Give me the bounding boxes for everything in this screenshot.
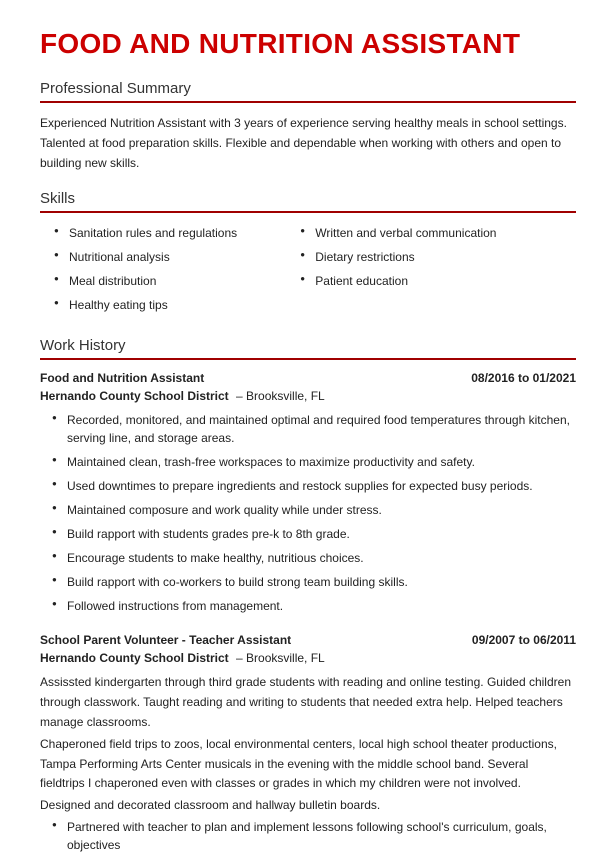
resume-title: FOOD AND NUTRITION ASSISTANT <box>40 28 521 59</box>
skill-item: ● Nutritional analysis <box>52 248 298 266</box>
professional-summary-text: Experienced Nutrition Assistant with 3 years of experience serving healthy meals in school settings. Talented at food preparation skills. Flexible and dependable when working with others and open to building new skills. <box>40 116 567 170</box>
job-entry-2 <box>40 633 576 854</box>
job-description <box>40 673 576 816</box>
skills-heading: Skills <box>40 190 76 208</box>
job-description-paragraph: Designed and decorated classroom and hallway bulletin boards. <box>40 798 381 813</box>
professional-summary-heading: Professional Summary <box>40 80 191 97</box>
job-header <box>40 371 576 385</box>
job-dates: 09/2007 to 06/2011 <box>471 633 576 648</box>
job-company-line <box>40 389 576 403</box>
skill-item: ● Sanitation rules and regulations <box>52 224 298 242</box>
company-name: Hernando County School District <box>40 389 229 404</box>
skill-item: ● Patient education <box>298 272 576 290</box>
job-duty: ● Build rapport with co-workers to build strong team building skills. <box>50 573 576 591</box>
job-entry-1 <box>40 371 576 615</box>
section-skills <box>40 190 576 320</box>
skills-list-left <box>52 224 298 320</box>
skills-columns <box>40 224 576 320</box>
job-dates: 08/2016 to 01/2021 <box>471 371 576 386</box>
job-description-paragraph: Assissted kindergarten through third grade students with reading and online testing. Guided children through classwork. Taught reading and writing to students that needed extra help. Helped teachers manage classrooms. <box>40 675 571 729</box>
job-description-paragraph: Chaperoned field trips to zoos, local environmental centers, local high school theater productions, Tampa Performing Arts Center musicals in the evening with the middle school band. Several fieldtrips I chaperoned even with classes or grades in which my children were not involved. <box>40 736 557 791</box>
job-duties-list <box>50 411 576 615</box>
job-duty: ● Maintained clean, trash-free workspaces to maximize productivity and safety. <box>50 453 576 471</box>
section-divider <box>40 101 576 103</box>
section-divider <box>40 358 576 360</box>
job-company-line <box>40 651 576 665</box>
company-location: – Brooksville, FL <box>236 389 325 404</box>
job-duty: ● Maintained composure and work quality while under stress. <box>50 501 576 519</box>
section-professional-summary <box>40 80 576 173</box>
job-duty: ● Used downtimes to prepare ingredients and restock supplies for expected busy periods. <box>50 477 576 495</box>
job-duty: ● Partnered with teacher to plan and implement lessons following school's curriculum, goals, objectives <box>50 818 576 854</box>
company-location: – Brooksville, FL <box>236 651 325 666</box>
job-duty: ● Followed instructions from management. <box>50 597 576 615</box>
skills-list-right <box>298 224 576 320</box>
company-name: Hernando County School District <box>40 651 229 666</box>
work-history-heading: Work History <box>40 337 126 355</box>
job-header <box>40 633 576 647</box>
skill-item: ● Healthy eating tips <box>52 296 298 314</box>
skill-item: ● Written and verbal communication <box>298 224 576 242</box>
job-duties-list <box>50 818 576 854</box>
job-title: School Parent Volunteer - Teacher Assistant <box>40 633 292 648</box>
section-work-history <box>40 337 576 854</box>
job-duty: ● Encourage students to make healthy, nutritious choices. <box>50 549 576 567</box>
job-duty: ● Build rapport with students grades pre-k to 8th grade. <box>50 525 576 543</box>
job-title: Food and Nutrition Assistant <box>40 371 205 386</box>
skill-item: ● Meal distribution <box>52 272 298 290</box>
skill-item: ● Dietary restrictions <box>298 248 576 266</box>
job-duty: ● Recorded, monitored, and maintained optimal and required food temperatures through kitchen, serving line, and storage areas. <box>50 411 576 447</box>
section-divider <box>40 211 576 213</box>
